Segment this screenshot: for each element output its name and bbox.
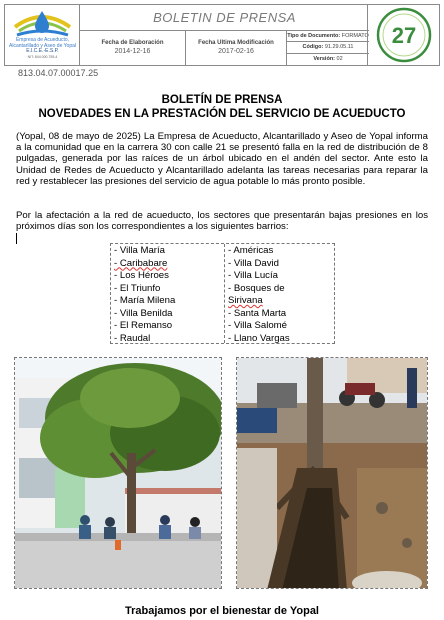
bulletin-title: BOLETÍN DE PRENSA xyxy=(161,94,283,106)
codigo: Código: 91.29.05.11 xyxy=(287,42,369,53)
list-item: - El Remanso xyxy=(114,320,173,331)
list-item: Sirivana xyxy=(228,295,263,306)
excavation-image xyxy=(237,358,428,589)
list-item: - Villa Lucía xyxy=(228,270,278,281)
header-title: BOLETIN DE PRENSA xyxy=(80,5,369,31)
document-header xyxy=(4,4,440,66)
list-item: - Llano Vargas xyxy=(228,332,290,344)
photo-street-tree xyxy=(14,357,222,589)
affected-sectors-paragraph: Por la afectación a la red de acueducto, los sectores que presentarán bajas presiones en los próximos días son los correspondientes a los siguientes barrios: xyxy=(16,210,428,233)
barrios-column-1 xyxy=(114,245,226,345)
list-item: - Raudal xyxy=(114,332,151,344)
list-item: - Los Héroes xyxy=(114,270,169,281)
document-code: 813.04.07.00017.25 xyxy=(18,68,99,78)
version: Versión: 02 xyxy=(313,55,343,62)
list-item: - El Triunfo xyxy=(114,282,161,294)
fecha-elaboracion-cell: Fecha de Elaboración 2014-12-16 xyxy=(80,31,186,65)
list-item: - María Milena xyxy=(114,295,176,306)
logo-text: Empresa de Acueducto, Alcantarillado y Aseo de Yopal E.I.C.E.-E.S.P. NIT: 844.000.755-4 xyxy=(9,37,76,59)
bulletin-subtitle: NOVEDADES EN LA PRESTACIÓN DEL SERVICIO DE ACUEDUCTO xyxy=(38,108,406,120)
street-tree-image xyxy=(15,358,222,589)
barrios-table xyxy=(110,243,335,344)
list-item: - Caribabare xyxy=(114,257,168,269)
photo-excavation xyxy=(236,357,428,589)
column-divider xyxy=(224,244,225,343)
anniversary-logo xyxy=(367,5,439,65)
text-cursor xyxy=(16,233,17,244)
svg-text:27: 27 xyxy=(391,23,417,48)
fecha-modificacion-cell: Fecha Ultima Modificación 2017-02-16 xyxy=(186,31,287,65)
company-logo xyxy=(5,5,80,65)
footer-slogan: Trabajamos por el bienestar de Yopal xyxy=(125,605,319,617)
list-item: - Bosques de xyxy=(228,282,285,294)
document-meta-cell xyxy=(287,31,369,65)
list-item: - Villa Salomé xyxy=(228,320,288,331)
tipo-documento: Tipo de Documento: FORMATO xyxy=(287,31,369,42)
news-paragraph: (Yopal, 08 de mayo de 2025) La Empresa de Acueducto, Alcantarillado y Aseo de Yopal informa a la comunidad que en la carrera 30 con calle 21 se presentó falla en la red de distribución de 8 pulgadas, generada por las raíces de un árbol ubicado en el andén del sector. Ante esto la Unidad de Redes de Acueducto y Alcantarillado adelanta las tareas necesarias para reparar la red y restablecer las presiones del servicio de agua potable lo más pronto posible. xyxy=(16,131,428,187)
list-item: - Villa Benilda xyxy=(114,307,173,319)
barrios-column-2 xyxy=(228,245,340,345)
list-item: - Américas xyxy=(228,245,274,256)
water-drop-logo-icon xyxy=(5,5,80,41)
list-item: - Santa Marta xyxy=(228,307,287,319)
list-item: - Villa David xyxy=(228,257,280,269)
anniversary-seal-icon xyxy=(368,5,440,65)
list-item: - Villa María xyxy=(114,245,166,256)
